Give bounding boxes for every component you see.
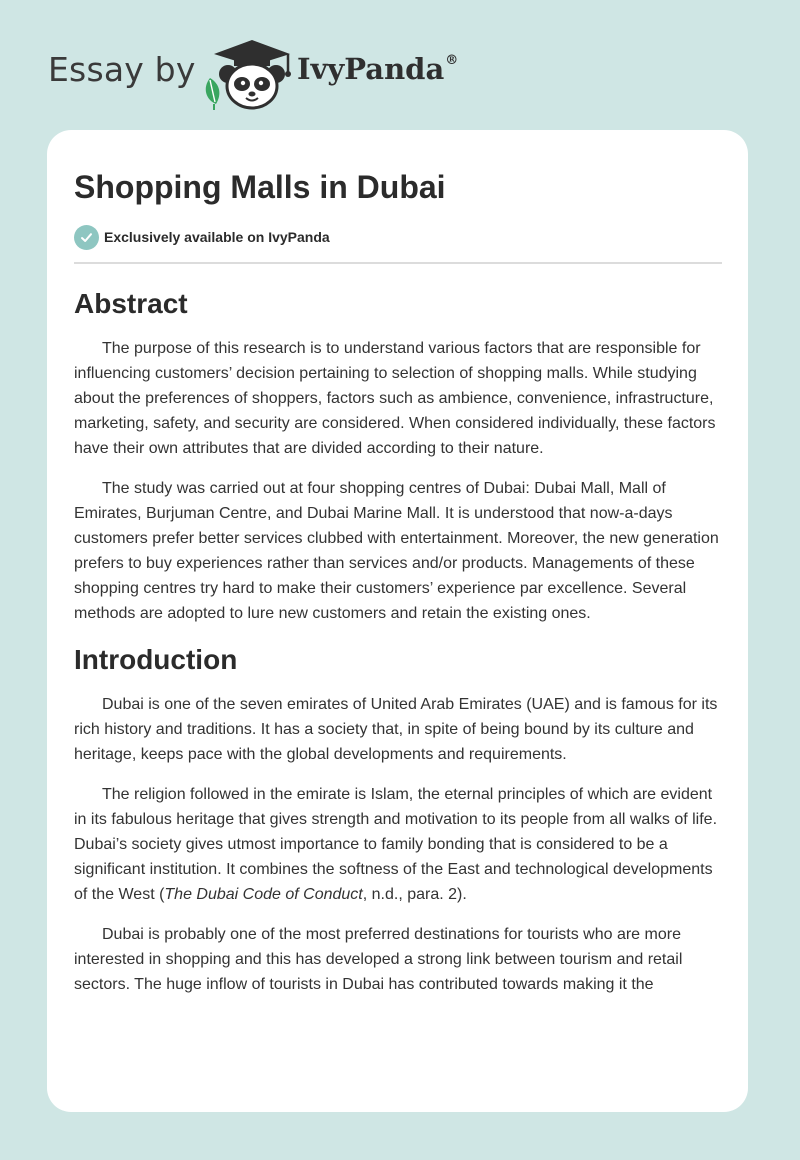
site-header	[0, 0, 800, 130]
essay-by-label: Essay by	[48, 50, 196, 89]
title-divider	[74, 262, 722, 264]
introduction-paragraph-3: Dubai is probably one of the most preferred destinations for tourists who are more interested in shopping and this has developed a strong link between tourism and retail sectors. The huge inflow of tourists in Dubai has contributed towards making it the	[74, 926, 683, 993]
check-circle-icon	[74, 225, 99, 250]
abstract-paragraph-1: The purpose of this research is to understand various factors that are responsible for influencing customers’ decision pertaining to selection of shopping malls. While studying about the preferences of shoppers, factors such as ambience, convenience, infrastructure, marketing, safety, and security are considered. When considered individually, these factors have their own attributes that are divided according to their nature.	[74, 340, 716, 457]
trademark-symbol: ®	[445, 53, 459, 69]
panda-graduate-icon[interactable]	[200, 34, 296, 112]
abstract-paragraph-2: The study was carried out at four shopping centres of Dubai: Dubai Mall, Mall of Emirates, Burjuman Centre, and Dubai Marine Mall. It is understood that now-a-days customers prefer better services clubbed with entertainment. Moreover, the new generation prefers to buy experiences rather than services and/or products. Managements of these shopping centres try hard to make their customers’ experience par excellence. Several methods are adopted to lure new customers and retain the existing ones.	[74, 480, 719, 622]
citation-title: The Dubai Code of Conduct	[164, 886, 363, 903]
article-card	[47, 130, 748, 1112]
abstract-heading: Abstract	[74, 288, 188, 319]
exclusive-badge-label: Exclusively available on IvyPanda	[104, 229, 330, 245]
brand-name[interactable]: IvyPanda®	[297, 52, 459, 86]
introduction-heading: Introduction	[74, 644, 238, 675]
page-title: Shopping Malls in Dubai	[74, 169, 446, 205]
paragraph-text: , n.d., para. 2).	[362, 886, 467, 903]
introduction-paragraph-2	[74, 782, 722, 907]
introduction-paragraph-1: Dubai is one of the seven emirates of United Arab Emirates (UAE) and is famous for its rich history and traditions. It has a society that, in spite of being bound by its culture and heritage, keeps pace with the global developments and requirements.	[74, 696, 718, 763]
exclusive-badge	[74, 223, 722, 251]
paragraph-text: The religion followed in the emirate is Islam, the eternal principles of which are evident in its fabulous heritage that gives strength and motivation to its people from all walks of life. Dubai’s society gives utmost importance to family bonding that is considered to be a significant institution. It combines the softness of the East and technological developments of the West (	[74, 786, 718, 903]
